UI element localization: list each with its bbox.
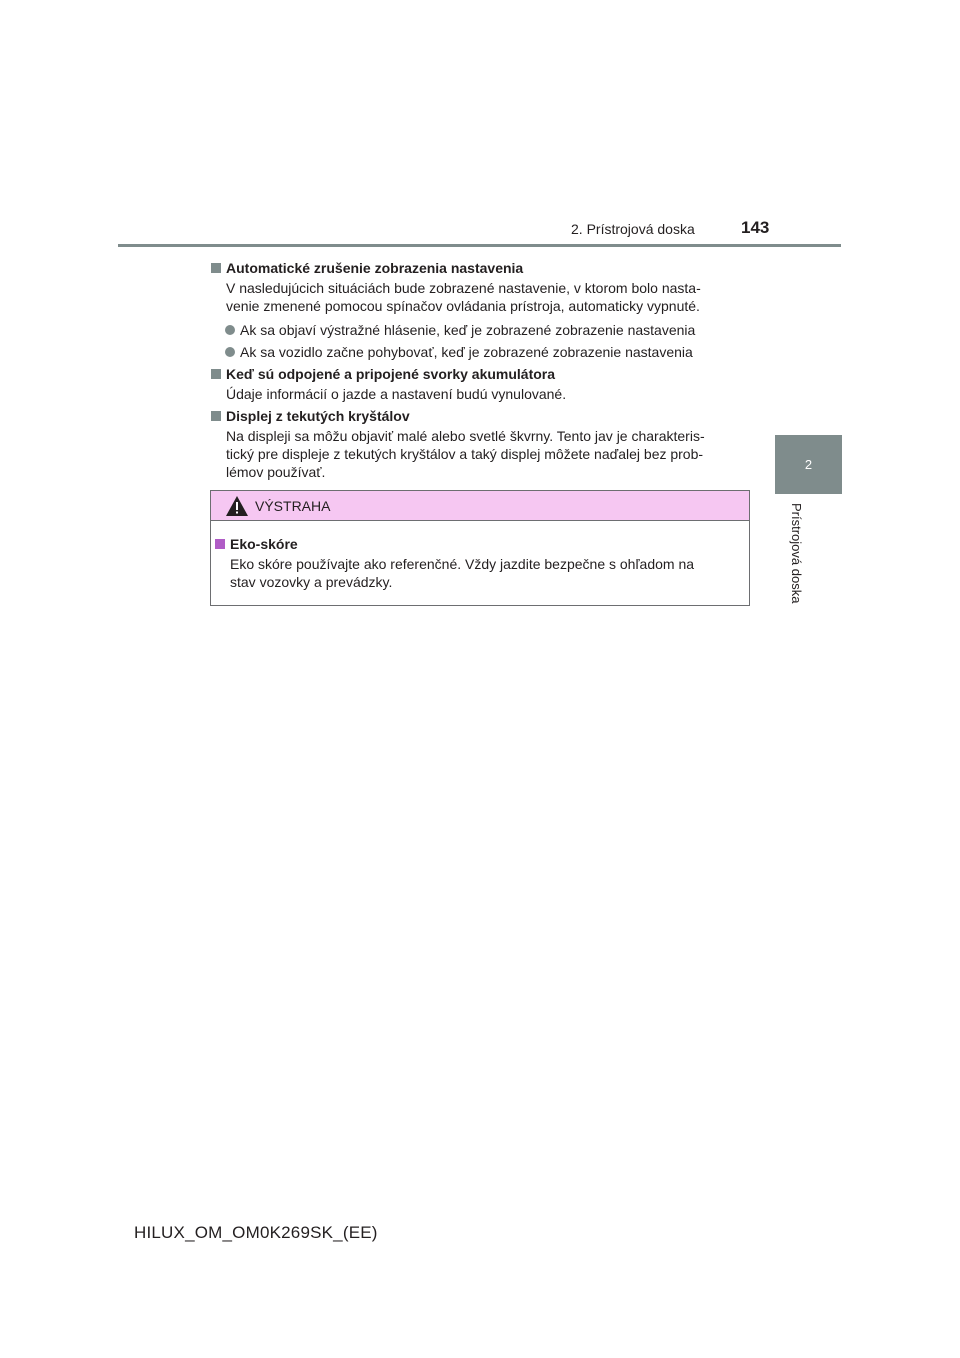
warning-header bbox=[211, 491, 749, 521]
paragraph-line: venie zmenené pomocou spínačov ovládania prístroja, automaticky vypnuté. bbox=[226, 298, 700, 314]
section-paragraph bbox=[211, 279, 751, 315]
section-heading-lcd bbox=[211, 407, 751, 425]
warning-heading-text: Eko-skóre bbox=[230, 536, 298, 552]
warning-body bbox=[211, 521, 749, 591]
chapter-tab bbox=[775, 435, 842, 494]
main-content bbox=[211, 255, 751, 481]
paragraph-line: Eko skóre používajte ako referenčné. Vždy jazdite bezpečne s ohľadom na bbox=[230, 556, 695, 572]
header-section-title: 2. Prístrojová doska bbox=[571, 221, 695, 237]
paragraph-line: Na displeji sa môžu objaviť malé alebo svetlé škvrny. Tento jav je charakteris- bbox=[226, 428, 705, 444]
round-bullet-icon bbox=[225, 347, 235, 357]
warning-title: VÝSTRAHA bbox=[255, 497, 331, 514]
paragraph-line: stav vozovky a prevádzky. bbox=[230, 574, 393, 590]
paragraph-line: tický pre displeje z tekutých kryštálov a taký displej môžete naďalej bez prob- bbox=[226, 446, 704, 462]
list-item bbox=[211, 343, 751, 361]
section-heading-text: Automatické zrušenie zobrazenia nastavenia bbox=[226, 260, 524, 276]
warning-box bbox=[210, 490, 750, 606]
page-number: 143 bbox=[741, 218, 770, 237]
square-bullet-icon bbox=[215, 539, 225, 549]
paragraph-line: V nasledujúcich situáciách bude zobrazené nastavenie, v ktorom bolo nasta- bbox=[226, 280, 701, 296]
chapter-tab-label: Prístrojová doska bbox=[789, 503, 804, 604]
section-paragraph: Údaje informácií o jazde a nastavení budú vynulované. bbox=[226, 386, 567, 402]
warning-triangle-icon bbox=[225, 495, 249, 517]
section-heading-text: Keď sú odpojené a pripojené svorky akumulátora bbox=[226, 366, 556, 382]
warning-heading bbox=[215, 535, 739, 553]
section-heading-battery bbox=[211, 365, 751, 383]
list-item-text: Ak sa vozidlo začne pohybovať, keď je zobrazené zobrazenie nastavenia bbox=[240, 344, 693, 360]
section-heading-text: Displej z tekutých kryštálov bbox=[226, 408, 410, 424]
square-bullet-icon bbox=[211, 411, 221, 421]
list-item bbox=[211, 321, 751, 339]
section-heading-auto-cancel bbox=[211, 259, 751, 277]
document-code: HILUX_OM_OM0K269SK_(EE) bbox=[134, 1223, 378, 1242]
list-item-text: Ak sa objaví výstražné hlásenie, keď je zobrazené zobrazenie nastavenia bbox=[240, 322, 696, 338]
paragraph-line: lémov používať. bbox=[226, 464, 326, 480]
chapter-tab-number: 2 bbox=[804, 457, 813, 472]
section-paragraph bbox=[211, 427, 751, 481]
round-bullet-icon bbox=[225, 325, 235, 335]
square-bullet-icon bbox=[211, 263, 221, 273]
square-bullet-icon bbox=[211, 369, 221, 379]
warning-paragraph bbox=[215, 555, 739, 591]
header-divider bbox=[118, 244, 841, 247]
